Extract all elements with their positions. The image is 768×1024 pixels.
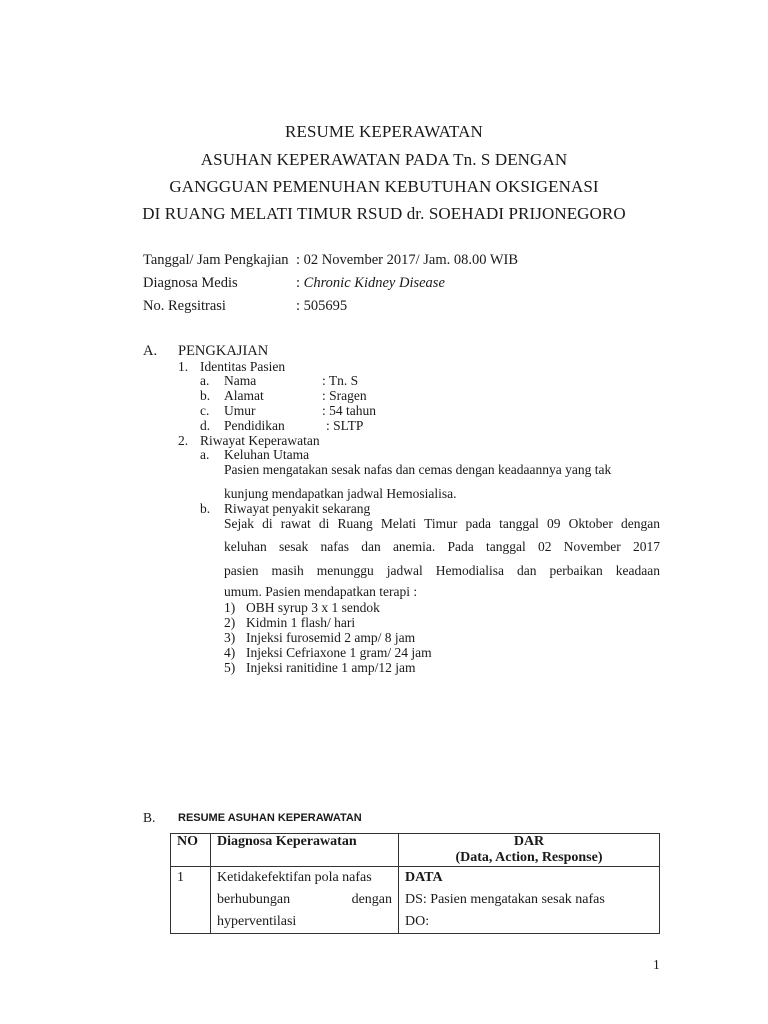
identitas-label: Pendidikan [224,418,285,433]
diagnosa-label: Diagnosa Medis [143,275,238,291]
row-diagnosa [211,867,399,934]
section-b-title: RESUME ASUHAN KEPERAWATAN [178,812,362,824]
identitas-label: Alamat [224,388,264,403]
identitas-value: : SLTP [326,418,364,433]
riwayat-letter: b. [200,501,211,516]
keluhan-letter: a. [200,447,210,462]
identitas-value: : Tn. S [322,373,359,388]
riwayat-text-line1: Sejak di rawat di Ruang Melati Timur pada tanggal 09 Oktober dengan [224,516,660,531]
riwayat-text-line2: keluhan sesak nafas dan anemia. Pada tanggal 02 November 2017 [224,539,660,554]
identitas-letter: a. [200,373,210,388]
document-subtitle-1: ASUHAN KEPERAWATAN PADA Tn. S DENGAN [200,150,568,169]
diagnosa-colon: : [296,275,304,291]
terapi-number: 4) [224,645,236,660]
resume-table [170,833,660,934]
riwayat-text-line4: umum. Pasien mendapatkan terapi : [224,584,418,599]
row-diagnosa-line2 [217,889,392,911]
identitas-label: Umur [224,403,256,418]
identitas-value: : Sragen [322,388,367,403]
row-diagnosa-line3: hyperventilasi [217,914,297,929]
section-a-letter: A. [143,343,158,359]
keluhan-text-line2: kunjung mendapatkan jadwal Hemosialisa. [224,486,457,501]
row-dar-do: DO: [405,914,430,929]
row-diagnosa-word-b: dengan [351,892,392,907]
riwayat-title: Riwayat penyakit sekarang [224,501,371,516]
identitas-letter: b. [200,388,211,403]
table-header-row [171,834,660,867]
identitas-letter: c. [200,403,210,418]
document-subtitle-2: GANGGUAN PEMENUHAN KEBUTUHAN OKSIGENASI [169,177,599,196]
terapi-item: OBH syrup 3 x 1 sendok [246,600,380,615]
row-no-value: 1 [177,870,184,885]
keluhan-text-line1: Pasien mengatakan sesak nafas dan cemas dengan keadaannya yang tak [224,462,612,477]
row-diagnosa-word-a: berhubungan [217,892,291,907]
terapi-number: 5) [224,660,236,675]
header-dar-sub: (Data, Action, Response) [455,850,603,865]
keluhan-title: Keluhan Utama [224,447,310,462]
document-title: RESUME KEPERAWATAN [285,122,483,141]
page-number: 1 [653,957,660,972]
diagnosa-value: Chronic Kidney Disease [303,275,445,291]
identitas-label: Nama [224,373,257,388]
regsitrasi-value: : 505695 [296,298,348,314]
row-dar-heading: DATA [405,870,443,885]
table-row [171,867,660,934]
row-dar [399,867,660,934]
regsitrasi-label: No. Regsitrasi [143,298,226,314]
item1-title: Identitas Pasien [200,359,286,374]
row-no [171,867,211,934]
document-subtitle-3: DI RUANG MELATI TIMUR RSUD dr. SOEHADI PRIJONEGORO [142,204,626,223]
riwayat-text-line3: pasien masih menunggu jadwal Hemodialisa dan perbaikan keadaan [224,563,660,578]
header-dar-cell [399,834,660,867]
terapi-item: Kidmin 1 flash/ hari [246,615,356,630]
identitas-letter: d. [200,418,211,433]
identitas-value: : 54 tahun [322,403,376,418]
row-diagnosa-line1: Ketidakefektifan pola nafas [217,870,372,885]
item2-number: 2. [178,433,189,448]
terapi-number: 2) [224,615,236,630]
tanggal-value: : 02 November 2017/ Jam. 08.00 WIB [296,252,519,268]
terapi-item: Injeksi furosemid 2 amp/ 8 jam [246,630,416,645]
header-diagnosa: Diagnosa Keperawatan [211,834,399,867]
terapi-item: Injeksi ranitidine 1 amp/12 jam [246,660,416,675]
terapi-number: 1) [224,600,236,615]
item1-number: 1. [178,359,189,374]
terapi-item: Injeksi Cefriaxone 1 gram/ 24 jam [246,645,432,660]
header-no: NO [171,834,211,867]
row-dar-ds: DS: Pasien mengatakan sesak nafas [405,892,605,907]
item2-title: Riwayat Keperawatan [200,433,320,448]
terapi-number: 3) [224,630,236,645]
tanggal-label: Tanggal/ Jam Pengkajian [143,252,289,268]
section-a-title: PENGKAJIAN [178,343,269,359]
header-dar: DAR [513,834,545,849]
diagnosa-value-row [296,275,445,292]
section-b-letter: B. [143,810,156,825]
